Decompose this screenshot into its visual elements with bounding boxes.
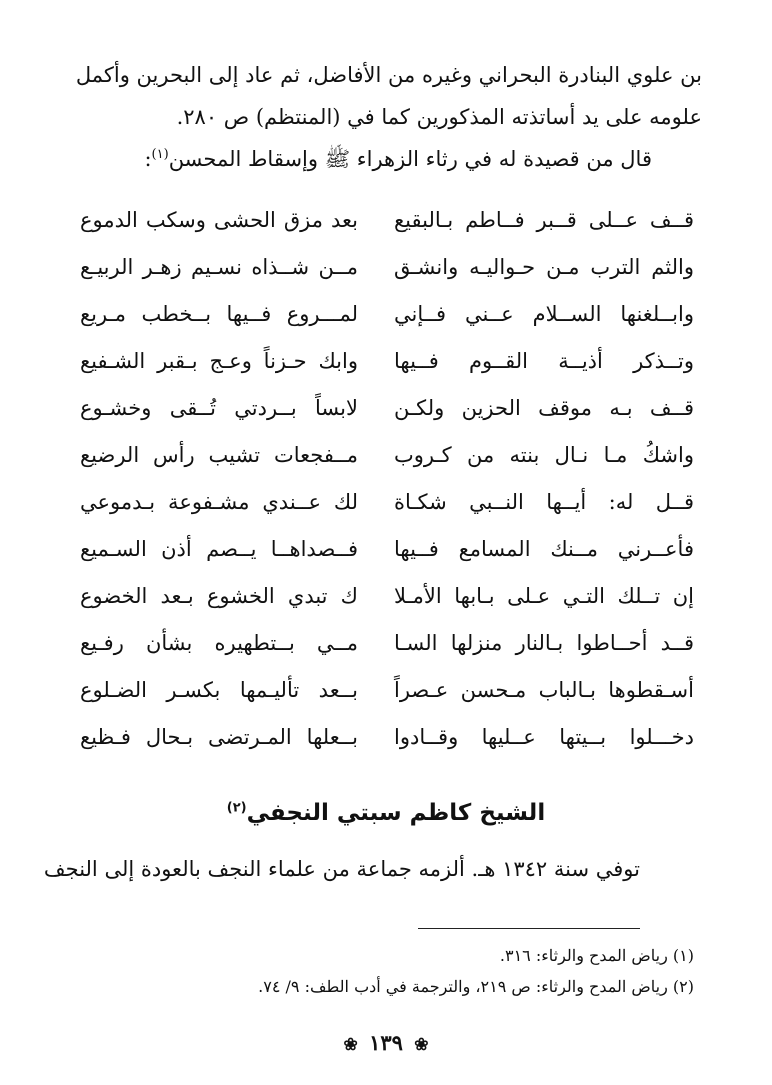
verse-10 (80, 619, 694, 666)
verse-second-hemistich: بعد مزق الحشى وسكب الدموع (80, 207, 358, 232)
verse-5 (80, 384, 694, 431)
verse-first-hemistich: وابــلغنها الســلام عــني فــإني (394, 301, 694, 326)
intro-line-1: بن علوي البنادرة البحراني وغيره من الأفاضل، ثم عاد إلى البحرين وأكمل (75, 63, 702, 87)
verse-11 (80, 666, 694, 713)
poem-intro-colon: : (144, 147, 152, 171)
verse-7 (80, 478, 694, 525)
verse-first-hemistich: أسـقطوها بـالباب مـحسن عـصراً (394, 677, 694, 702)
verse-second-hemistich: فــصداهــا يــصم أذن السـميع (80, 536, 358, 561)
verse-second-hemistich: لك عــندي مشـفوعة بـدموعي (80, 489, 358, 514)
verse-8 (80, 525, 694, 572)
poem (80, 196, 694, 760)
verse-first-hemistich: قــد أحــاطوا بـالنار منزلها السـا (394, 630, 694, 655)
verse-first-hemistich: واشكُ مـا نـال بنته من كـروب (394, 442, 694, 467)
verse-9 (80, 572, 694, 619)
ornament-icon: ❀ (414, 1035, 429, 1055)
section-heading (0, 800, 772, 826)
verse-12 (80, 713, 694, 760)
verse-first-hemistich: دخـــلوا بــيتها عــليها وقــادوا (394, 724, 694, 749)
verse-first-hemistich: قــف عــلى قــبر فــاطم بـالبقيع (394, 207, 694, 232)
footnote-divider (418, 928, 640, 929)
page-number: ١٣٩ (369, 1030, 403, 1055)
intro-line-2: علومه على يد أساتذته المذكورين كما في (المنتظم) ص ٢٨٠. (176, 105, 702, 129)
verse-second-hemistich: مــي بــتطهيره بشأن رفـيع (80, 630, 358, 655)
verse-second-hemistich: مــن شــذاه نسـيم زهـر الربيـع (80, 254, 358, 279)
verse-second-hemistich: لمـــروع فــيها بــخطب مـريع (80, 301, 358, 326)
verse-second-hemistich: مــفجعات تشيب رأس الرضيع (80, 442, 358, 467)
section-body-text: توفي سنة ١٣٤٢ هـ. ألزمه جماعة من علماء النجف بالعودة إلى النجف (43, 857, 640, 881)
footnote-ref-1: (١) (151, 147, 169, 162)
verse-first-hemistich: قــف بـه موقف الحزين ولكـن (394, 395, 694, 420)
verse-second-hemistich: بــعلها المـرتضى بـحال فـظيع (80, 724, 358, 749)
verse-3 (80, 290, 694, 337)
verse-4 (80, 337, 694, 384)
footnote-2: (٢) رياض المدح والرثاء: ص ٢١٩، والترجمة في أدب الطف: ٩/ ٧٤. (258, 977, 694, 996)
verse-second-hemistich: وابك حـزناً وعـج بـقبر الشـفيع (80, 348, 358, 373)
verse-first-hemistich: وتــذكر أذيــة القــوم فــيها (394, 348, 694, 373)
verse-2 (80, 243, 694, 290)
section-heading-text: الشيخ كاظم سبتي النجفي (246, 800, 546, 826)
verse-first-hemistich: قــل له: أيــها النــبي شكـاة (394, 489, 694, 514)
verse-second-hemistich: ك تبدي الخشوع بـعد الخضوع (80, 583, 358, 608)
footnotes (258, 940, 694, 1002)
verse-second-hemistich: لابساً بــردتي تُــقى وخشـوع (80, 395, 358, 420)
footnote-1: (١) رياض المدح والرثاء: ٣١٦. (499, 946, 694, 965)
page-number-footer (0, 1030, 772, 1055)
poem-introduction (144, 144, 652, 174)
verse-first-hemistich: إن تــلك التـي عـلى بـابها الأمـلا (394, 583, 694, 608)
verse-6 (80, 431, 694, 478)
verse-first-hemistich: فأعــرني مــنك المسامع فــيها (394, 536, 694, 561)
footnote-ref-2: (٢) (226, 800, 247, 816)
intro-paragraph (70, 54, 702, 138)
poem-intro-text: قال من قصيدة له في رثاء الزهراء ﷺ وإسقاط المحسن (168, 147, 652, 171)
ornament-icon: ❀ (343, 1035, 358, 1055)
verse-second-hemistich: بــعد تأليـمها بكسـر الضـلوع (80, 677, 358, 702)
verse-first-hemistich: والثم الترب مـن حـواليـه وانشـق (394, 254, 694, 279)
verse-1 (80, 196, 694, 243)
